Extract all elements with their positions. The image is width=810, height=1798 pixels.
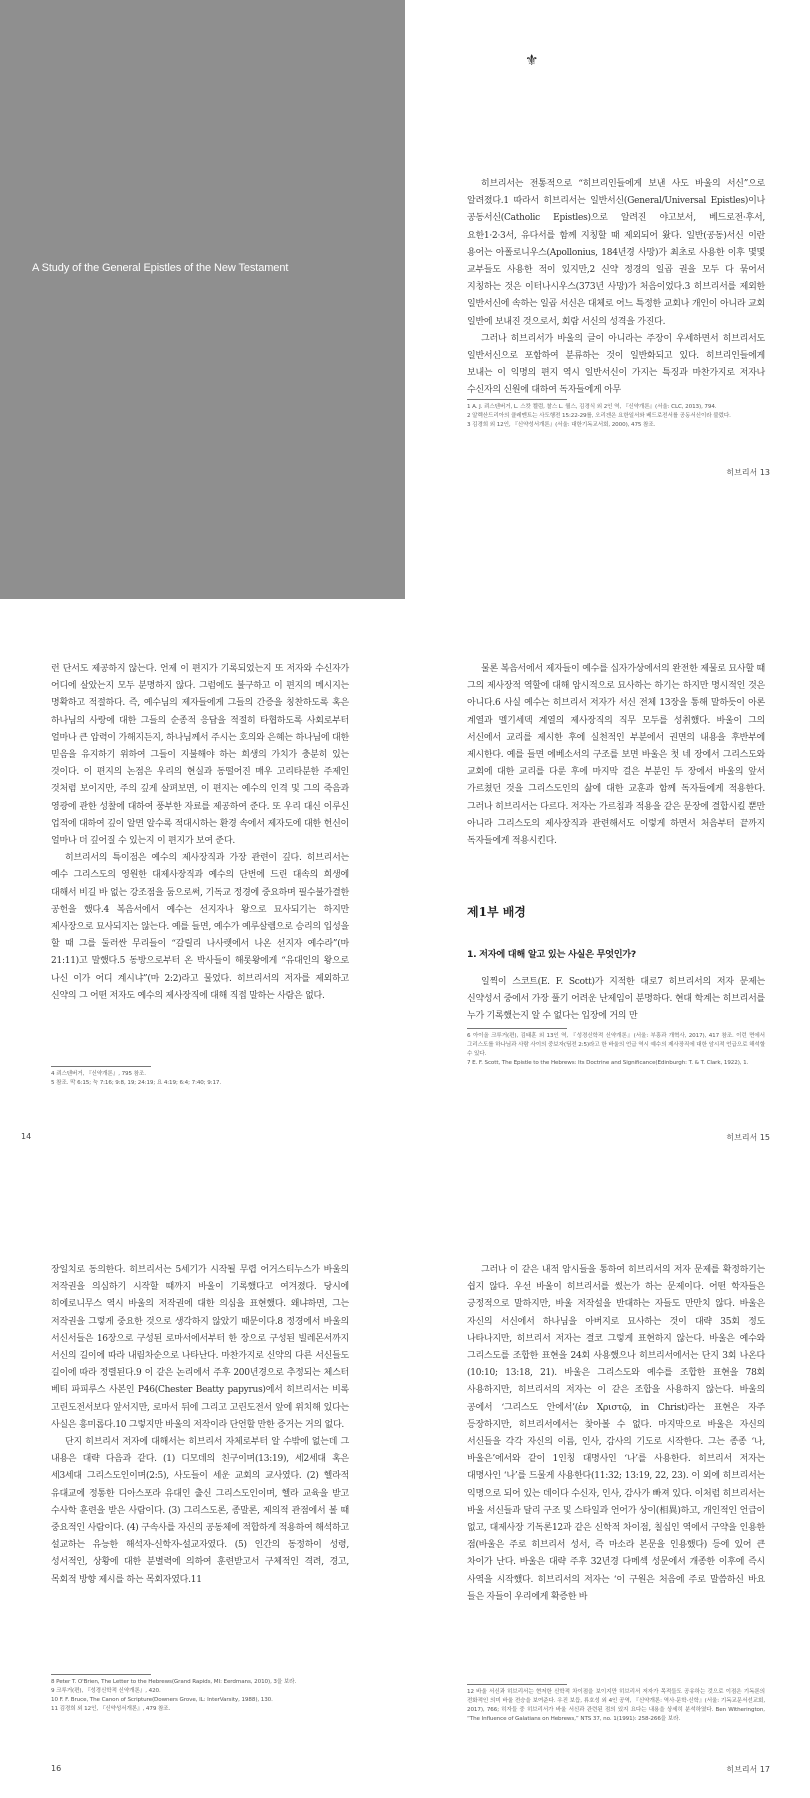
page-17-body	[467, 1262, 765, 1606]
page-number: 히브리서 13	[726, 468, 770, 477]
page-15-footnotes	[467, 1032, 765, 1068]
section-heading: 1. 저자에 대해 알고 있는 사실은 무엇인가?	[467, 949, 636, 960]
footnote: 4 쾨스텐버거, 『신약개론』, 795 참조.	[51, 1071, 146, 1077]
footnote: 6 아이올 크루거(편), 김태훈 외 13인 역, 『성경신학적 신약개론』(서울: 부흥과 개혁사, 2017), 417 참조. 이런 면에서 그리스도를 하나님과 사람 사이의 중보자(딤전 2:5)라고 한 바울의 언급 역시 예수의 제사장직에 대한 암시적 언급으로 해석할 수 있다.	[467, 1033, 765, 1057]
page-14-footnotes	[51, 1070, 349, 1088]
paragraph: 그러나 이 같은 내적 암시들을 통하여 히브리서의 저자 문제를 확정하기는 쉽지 않다. 우선 바울이 히브리서를 썼는가 하는 문제이다. 어떤 학자들은 긍정적으로 말하지만, 바울 저작설을 반대하는 자들도 만만치 않다. 바울은 자신의 서신에서 하나님을 아버지로 묘사하는 것이 대략 35회 정도 나타나지만, 히브리서 저자는 결코 그렇게 표현하지 않는다. 바울은 예수와 그리스도를 조합한 표현을 24회 사용했으나 히브리서에서는 단지 3회 나온다(10:10; 13:18, 21). 바울은 그리스도와 예수를 조합한 표현을 78회 사용하지만, 히브리서의 저자는 이 같은 조합을 사용하지 않는다. 바울의 공에서 ‘그리스도 안에서’(ἐν Χριστῷ, in Christ)라는 표현은 자주 등장하지만, 히브리서에서는 찾아볼 수 없다. 마지막으로 바울은 자신의 서신들을 각각 자신의 이름, 인사, 감사의 기도로 시작한다. 그는 종종 ‘나, 바울은’에서와 같이 1인칭 대명사인 ‘나’를 사용한다. 히브리서 저자는 대명사인 ‘나’를 드물게 사용한다(11:32; 13:19, 22, 23). 이 외에 히브리서는 익명으로 되어 있는 데이다 수신자, 인사, 감사가 빠져 있다. 이처럼 히브리서는 바울 서신들과 달리 구조 및 스타일과 언어가 상이(相異)하고, 개인적인 언급이 없고, 대제사장 기독론12과 같은 신학적 차이점, 칠십인 역에서 구약을 인용한 점(바울은 주로 히브리서 성서, 즉 마소라 본문을 인용했다) 등에 있어 큰 차이가 난다. 바울은 대략 주후 32년경 다메섹 성문에서 개종한 이후에 즉시 사역을 시작했다. 히브리서의 저자는 ‘이 구원은 처음에 주로 말씀하신 바요 들은 자들이 우리에게 확증한 바	[467, 1265, 765, 1602]
footnote: 5 참조. 막 6:15; 눅 7:16; 9:8, 19; 24:19; 요 4:19; 6:4; 7:40; 9:17.	[51, 1080, 222, 1086]
footnote: 2 알렉산드리아의 클레멘트는 사도행전 15:22-29를, 오리겐은 요한일서와 베드로전서를 공동서신이라 불렀다.	[467, 413, 731, 419]
page-17-footnotes	[467, 1688, 765, 1724]
paragraph: 일찍이 스코트(E. F. Scott)가 지적한 대로7 히브리서의 저자 문제는 신약성서 중에서 가장 풀기 어려운 난제임이 분명하다. 현대 학계는 히브리서를 누가 기록했는지 알 수 없다는 입장에 거의 만	[467, 977, 765, 1022]
part-heading: 제1부 배경	[467, 905, 526, 919]
footnote: 10 F. F. Bruce, The Canon of Scripture(Downers Grove, IL: InterVarsity, 1988), 130.	[51, 1697, 273, 1703]
footnote-rule	[467, 1684, 567, 1685]
paragraph: 장일치로 동의한다. 히브리서는 5세기가 시작될 무렵 어거스티누스가 바울의 저작권을 의심하기 시작할 때까지 바울이 기록했다고 여겨졌다. 당시에 히에로니무스 역시 바울의 저작권에 대한 의심을 표현했다. 왜냐하면, 그는 저작권을 그렇게 중요한 것으로 생각하지 않았기 때문이다.8 정경에서 바울의 서신서들은 16장으로 구성된 로마서에서부터 한 장으로 구성된 빌레몬서까지 서신의 길이에 따라 내림차순으로 나타난다. 마찬가지로 신약의 다른 서신들도 길이에 따라 정렬된다.9 이 같은 논리에서 주후 200년경으로 추정되는 체스터 베티 파피루스 사본인 P46(Chester Beatty papyrus)에서 히브리서는 비록 고린도전서보다 앞서지만, 로마서 뒤에 그리고 고린도전서 앞에 위치해 있다는 사실은 흥미롭다.10 그렇지만 바울의 저작이라 단언할 만한 증거는 거의 없다.	[51, 1265, 349, 1430]
page-13-footnotes	[467, 403, 765, 430]
page-17	[405, 1199, 810, 1798]
footnote: 9 크루거(편), 『성경신학적 신약개론』, 420.	[51, 1688, 161, 1694]
page-16-footnotes	[51, 1678, 349, 1714]
cover-page	[0, 0, 405, 599]
paragraph: 그러나 히브리서가 바울의 글이 아니라는 주장이 우세하면서 히브리서도 일반서신으로 포함하여 분류하는 것이 일반화되고 있다. 히브리인들에게 보내는 이 익명의 편지 역시 일반서신이 가지는 특징과 마찬가지로 저자나 수신자의 신원에 대하여 독자들에게 아무	[467, 333, 765, 396]
paragraph: 히브리서는 전통적으로 “히브리인들에게 보낸 사도 바울의 서신”으로 알려졌다.1 따라서 히브리서는 일반서신(General/Universal Epistles)이나 공동서신(Catholic Epistles)으로 알려진 야고보서, 베드로전·후서, 요한1·2·3서, 유다서를 함께 지칭할 때 제외되어 왔다. 일반(공동)서신 이란 용어는 아폴로니우스(Apollonius, 184년경 사망)가 최초로 사용한 이후 몇몇 교부들도 사용한 적이 있지만,2 신약 정경의 일곱 권을 모두 다 묶어서 지칭하는 것은 이터나시우스(373년 사망)가 처음이었다.3 히브리서를 제외한 일반서신에 속하는 일곱 서신은 대체로 어느 특정한 교회나 개인이 아니라 교회 일반에 보내진 것으로서, 회람 서신의 성격을 가진다.	[467, 179, 765, 327]
footnote: 12 바울 서신과 히브리서는 현저한 신학적 차이점을 보이지만 히브리서 저자가 목적들도 공유하는 것으로 이점은 기독론의 전화적인 의미 바울 전승을 보여준다. 우진 보듭, 류호성 외 4인 공역, 『신약개론: 역사·문학·신학』(서울: 기독교문서선교회, 2017), 766; 히자들 중 히브리서가 바울 서신과 관련된 점의 있지 요다는 내용을 상세히 분석하였다. Ben Witherington, “The Influence of Galatians on Hebrews,” NTS 37, no. 1(1991): 258-266을 보라.	[467, 1689, 765, 1722]
paragraph: 단지 히브리서 저자에 대해서는 히브리서 자체로부터 알 수밖에 없는데 그 내용은 대략 다음과 같다. (1) 디모데의 친구이며(13:19), 세2세대 혹은 세3세대 그리스도인이며(2:5), 사도들이 세운 교회의 교사였다. (2) 헬라적 유대교에 정통한 디아스포라 유대인 출신 그리스도인이며, 헬라 교육을 받고 수사학 훈련을 받은 사람이다. (3) 그리스도론, 종말론, 제의적 관점에서 볼 때 중요적인 사람이다. (4) 구속사를 자신의 공동체에 적합하게 적용하여 해석하고 설교하는 유능한 해석자-신학자-설교자였다. (5) 인간의 동정하이 성령, 성서적인, 상황에 대한 분별력에 의하여 훈련받고서 구체적인 격려, 경고, 목회적 방향 제시를 하는 목회자였다.11	[51, 1437, 349, 1585]
cover-panel	[0, 0, 405, 599]
page-number: 히브리서 17	[726, 1765, 770, 1774]
page-16-body	[51, 1262, 349, 1589]
cover-title: A Study of the General Epistles of the New Testament	[32, 262, 289, 274]
page-15	[405, 599, 810, 1198]
page-14	[0, 599, 405, 1198]
page-number: 16	[51, 1764, 62, 1773]
footnote: 8 Peter T. O'Brien, The Letter to the Hebrews(Grand Rapids, MI: Eerdmans, 2010), 3을 보라.	[51, 1679, 297, 1685]
paragraph: 물론 복음서에서 제자들이 예수를 십자가상에서의 완전한 제물로 묘사할 때 그의 제사장적 역할에 대해 암시적으로 묘사하는 하기는 하지만 명시적인 것은 아니다.6 사실 예수는 히브리서 저자가 서신 전체 13장을 통해 말하듯이 아론 계열과 멜기세덱 계열의 제사장직의 직무 모두를 성취했다. 바울이 그의 서신에서 교리를 제시한 후에 실천적인 부분에서 권면의 내용을 후반부에 제시한다. 예를 들면 에베소서의 구조를 보면 바울은 첫 네 장에서 그리스도와 교회에 대한 교리를 다룬 후에 마지막 걸은 부분인 두 장에서 바울의 앞서 가르쳤던 것을 그리스도인의 삶에 대한 교훈과 함께 독자들에게 적용한다. 그러나 히브리서는 다르다. 저자는 가르침과 적용을 같은 문장에 결합시킬 뿐만 아니라 그리스도의 제사장직과 관련해서도 이렇게 하면서 처음부터 끝까지 독자들에게 적용시킨다.	[467, 664, 765, 847]
page-13-body	[467, 176, 765, 400]
footnote-rule	[467, 399, 567, 400]
footnote: 7 E. F. Scott, The Epistle to the Hebrews: Its Doctrine and Significance(Edinburgh: T. & T. Clark, 1922), 1.	[467, 1060, 749, 1066]
footnote-rule	[51, 1066, 151, 1067]
page-number: 히브리서 15	[726, 1133, 770, 1142]
footnote: 11 김경희 외 12인, 『신약성서개론』, 479 참조.	[51, 1706, 171, 1712]
page-14-body	[51, 661, 349, 1005]
page-number: 14	[21, 1132, 32, 1141]
paragraph: 히브리서의 특이점은 예수의 제사장직과 가장 관련이 깊다. 히브리서는 예수 그리스도의 영원한 대제사장직과 예수의 단번에 드린 대속의 희생에 대해서 비길 바 없는 강조점을 둠으로써, 기독교 정경에 중요하며 필수불가결한 공헌을 했다.4 복음서에서 예수는 선지자나 왕으로 묘사되기는 하지만 제사장으로 묘사되지는 않는다. 예를 들면, 예수가 예루살렘으로 승리의 입성을 할 때 그를 둘러싼 무리들이 “갈릴리 나사렛에서 나온 선지자 예수라”(마 21:11)고 말했다.5 동방으로부터 온 박사들이 해롯왕에게 “유대인의 왕으로 나신 이가 어디 계시냐”(마 2:2)라고 물었다. 히브리서의 저자를 제외하고 신약의 그 어떤 저자도 예수의 제사장직에 대해 직접 말하는 사람은 없다.	[51, 853, 349, 1001]
footnote-rule	[467, 1028, 567, 1029]
page-16	[0, 1199, 405, 1798]
page-15-body-bottom	[467, 974, 765, 1026]
paragraph: 런 단서도 제공하지 않는다. 언제 이 편지가 기록되었는지 또 저자와 수신자가 어디에 살았는지 모두 분명하지 않다. 그럼에도 불구하고 이 편지의 메시지는 명확하고 적절하다. 즉, 예수님의 제자들에게 그들의 간증을 칭찬하도록 혹은 하나님의 사랑에 대한 그들의 순종적 응답을 적절히 타협하도록 사회로부터 얼마나 큰 압력이 가해지든지, 하나님께서 주시는 호의와 은혜는 하나님에 대한 믿음을 유지하기 위하여 그들이 지불해야 하는 희생의 가치가 충분히 있는 것이다. 이 편지의 논점은 우리의 현실과 동떨어진 매우 고리타분한 주제인 것처럼 보이지만, 주의 깊게 살펴보면, 이 편지는 예수의 인격 및 그의 죽음과 영광에 관한 성찰에 대하여 풍부한 자료를 제공하여 준다. 또 우리 대신 이루신 업적에 대하여 깊이 알면 알수록 적대시하는 환경 속에서 제자도에 대한 헌신이 얼마나 더 깊어질 수 있는지 이 편지가 보여 준다.	[51, 664, 349, 847]
footnote: 1 A. J. 쾨스텐버거, L. 스캇 켈럼, 찰스 L. 퀄스, 김경식 외 2인 역, 『신약개론』(서울: CLC, 2013), 794.	[467, 404, 717, 410]
page-13	[405, 0, 810, 599]
footnote-rule	[51, 1674, 151, 1675]
footnote: 3 김경희 외 12인, 『신약성서개론』(서울: 대한기독교서회, 2000), 475 참조.	[467, 422, 656, 428]
page-15-body-top	[467, 661, 765, 850]
fleur-de-lis-icon: ⚜	[525, 51, 539, 69]
